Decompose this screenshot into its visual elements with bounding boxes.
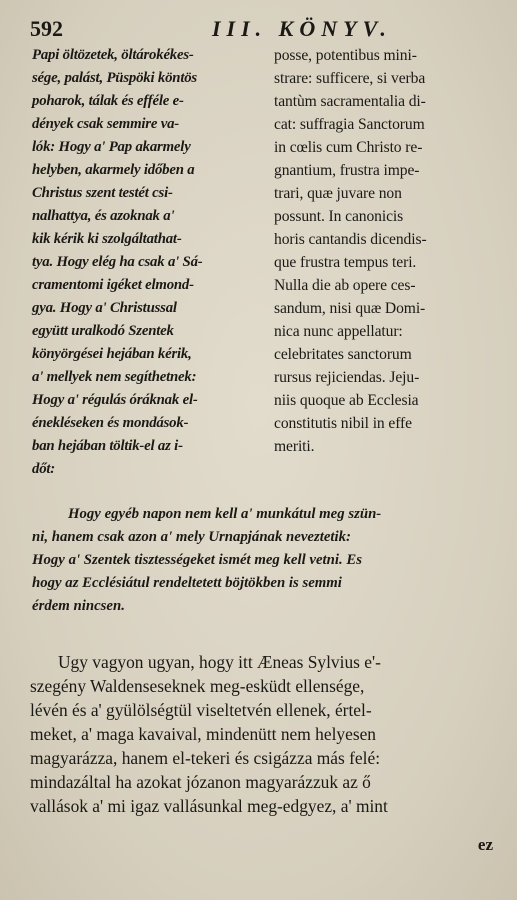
hungarian-line: cramentomi igéket elmond- — [32, 277, 194, 293]
latin-column — [274, 44, 504, 458]
latin-line: gnantium, frustra impe- — [274, 162, 420, 179]
body-line: Ugy vagyon ugyan, hogy itt Æneas Sylvius e'- — [58, 652, 381, 672]
hungarian-line: helyben, akarmely időben a — [32, 162, 195, 178]
hungarian-line: gya. Hogy a' Christussal — [32, 300, 177, 316]
latin-line: trari, quæ juvare non — [274, 185, 402, 202]
hungarian-line: poharok, tálak és efféle e- — [32, 93, 184, 109]
running-title: III. KÖNYV. — [212, 16, 392, 41]
body-line: szegény Waldenseseknek meg-esküdt ellensége, — [30, 676, 365, 696]
latin-line: horis cantandis dicendis- — [274, 231, 427, 248]
latin-line: cat: suffragia Sanctorum — [274, 116, 425, 133]
body-line: mindazáltal ha azokat józanon magyarázzuk az ő — [30, 772, 371, 792]
wide-italic-line: érdem nincsen. — [32, 598, 125, 614]
page-header — [30, 14, 490, 44]
catchword: ez — [477, 835, 493, 854]
latin-line: Nulla die ab opere ces- — [274, 277, 416, 294]
hungarian-line: a' mellyek nem segíthetnek: — [32, 369, 197, 385]
hungarian-line: könyörgései hejában kérik, — [32, 346, 192, 362]
hungarian-line: énekléseken és mondások- — [32, 415, 189, 431]
latin-line: niis quoque ab Ecclesia — [274, 392, 419, 409]
hungarian-line: lók: Hogy a' Pap akarmely — [32, 139, 191, 155]
page-number: 592 — [30, 16, 63, 41]
body-line: vallások a' mi igaz vallásunkal meg-edgyez, a' mint — [30, 796, 388, 816]
latin-line: tantùm sacramentalia di- — [274, 93, 426, 110]
latin-line: meriti. — [274, 438, 315, 455]
hungarian-line: ban hejában töltik-el az i- — [32, 438, 183, 454]
hungarian-line: Papi öltözetek, öltárokékes- — [32, 47, 194, 63]
hungarian-line: kik kérik ki szolgáltathat- — [32, 231, 182, 247]
hungarian-line: együtt uralkodó Szentek — [32, 323, 174, 339]
latin-line: rursus rejiciendas. Jeju- — [274, 369, 420, 386]
wide-italic-line: Hogy egyéb napon nem kell a' munkátul meg szün- — [68, 506, 382, 522]
latin-line: sandum, nisi quæ Domi- — [274, 300, 426, 317]
latin-line: in cœlis cum Christo re- — [274, 139, 423, 156]
latin-line: possunt. In canonicis — [274, 208, 404, 225]
latin-line: constitutis nibil in effe — [274, 415, 412, 432]
wide-italic-line: Hogy a' Szentek tisztességeket ismét meg kell vetni. Es — [32, 552, 363, 568]
latin-line: strare: sufficere, si verba — [274, 70, 426, 87]
hungarian-line: sége, palást, Püspöki köntös — [32, 70, 197, 86]
wide-italic-line: hogy az Ecclésiátul rendeltetett böjtökben is semmi — [32, 575, 342, 591]
body-paragraph — [30, 650, 500, 818]
hungarian-line: tya. Hogy elég ha csak a' Sá- — [32, 254, 203, 270]
hungarian-line: Hogy a' régulás óráknak el- — [32, 392, 198, 408]
body-line: meket, a' maga kavaival, mindenütt nem helyesen — [30, 724, 376, 744]
body-line: magyarázza, hanem el-tekeri és csigázza más felé: — [30, 748, 381, 768]
hungarian-column — [32, 44, 268, 481]
hungarian-line: dények csak semmire va- — [32, 116, 180, 132]
body-line: lévén és a' gyülölségtül viseltetvén ellenek, értel- — [30, 700, 372, 720]
wide-italic-line: ni, hanem csak azon a' mely Urnapjának neveztetik: — [32, 529, 351, 545]
hungarian-line: nalhattya, és azoknak a' — [32, 208, 175, 224]
latin-line: celebritates sanctorum — [274, 346, 412, 363]
latin-line: que frustra tempus teri. — [274, 254, 417, 271]
wide-italic-block — [32, 503, 502, 618]
hungarian-line: dőt: — [32, 461, 56, 477]
hungarian-line: Christus szent testét csi- — [32, 185, 173, 201]
latin-line: posse, potentibus mini- — [274, 47, 417, 64]
latin-line: nica nunc appellatur: — [274, 323, 403, 340]
